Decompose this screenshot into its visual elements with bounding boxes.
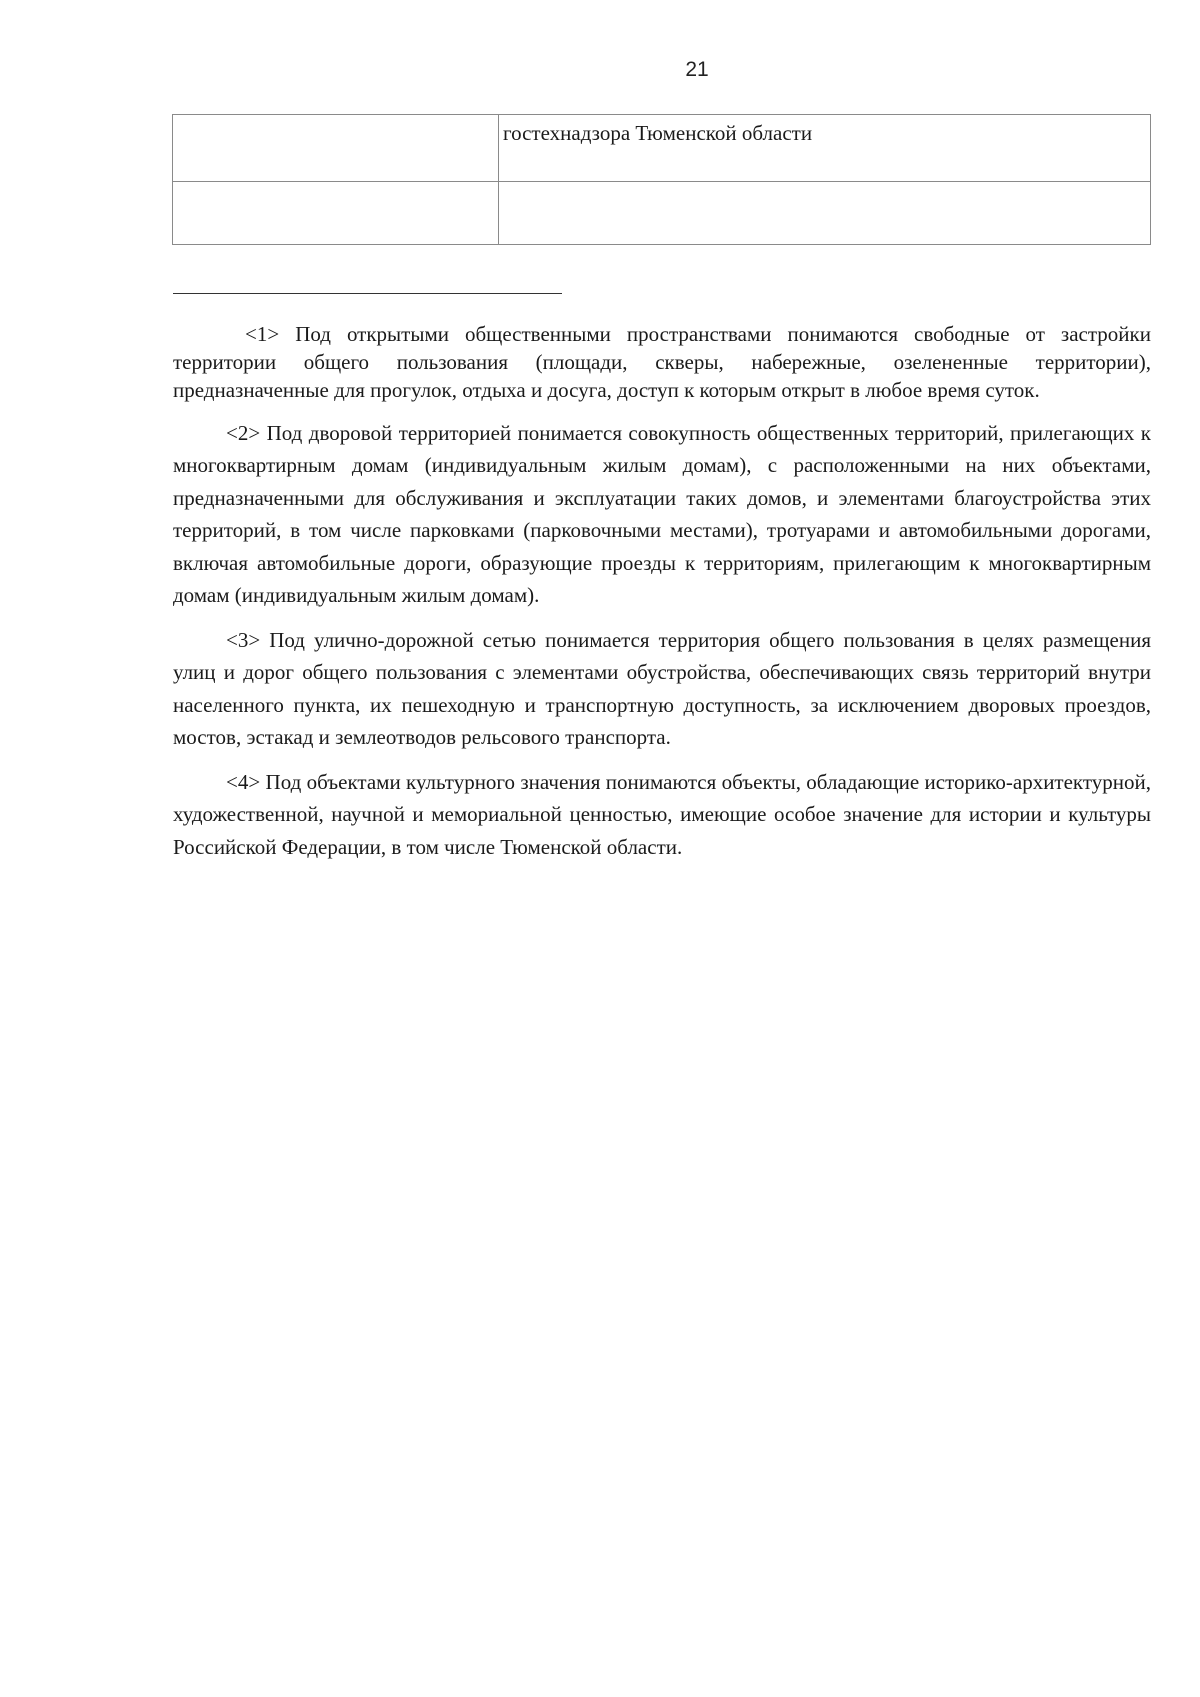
table-cell: гостехнадзора Тюменской области [499, 115, 1151, 182]
table-row [173, 115, 1151, 182]
footnotes-section [173, 320, 1151, 875]
footnote-4: <4> Под объектами культурного значения понимаются объекты, обладающие историко-архитектурной, художественной, научной и мемориальной ценностью, имеющие особое значение для истории и культуры Российской Федерации, в том числе Тюменской области. [173, 769, 1151, 859]
footnote-1: <1> Под открытыми общественными пространствами понимаются свободные от застройки территории общего пользования (площади, скверы, набережные, озелененные территории), предназначенные для прогулок, отдыха и досуга, доступ к которым открыт в любое время суток. [173, 322, 1151, 403]
table-cell [499, 182, 1151, 245]
document-table [172, 114, 1151, 245]
table-row [173, 182, 1151, 245]
footnote-2: <2> Под дворовой территорией понимается совокупность общественных территорий, прилегающих к многоквартирным домам (индивидуальным жилым домам), с расположенными на них объектами, предназначенными для обслуживания и эксплуатации таких домов, и элементами благоустройства этих территорий, в том числе парковками (парковочными местами), тротуарами и автомобильными дорогами, включая автомобильные дороги, образующие проезды к территориям, прилегающим к многоквартирным домам (индивидуальным жилым домам). [173, 420, 1151, 608]
footnote-separator [173, 293, 562, 294]
table-cell [173, 182, 499, 245]
table-cell [173, 115, 499, 182]
page-number: 21 [685, 58, 709, 81]
footnote-3: <3> Под улично-дорожной сетью понимается территория общего пользования в целях размещения улиц и дорог общего пользования с элементами обустройства, обеспечивающих связь территорий внутри населенного пункта, их пешеходную и транспортную доступность, за исключением дворовых проездов, мостов, эстакад и землеотводов рельсового транспорта. [173, 627, 1151, 750]
